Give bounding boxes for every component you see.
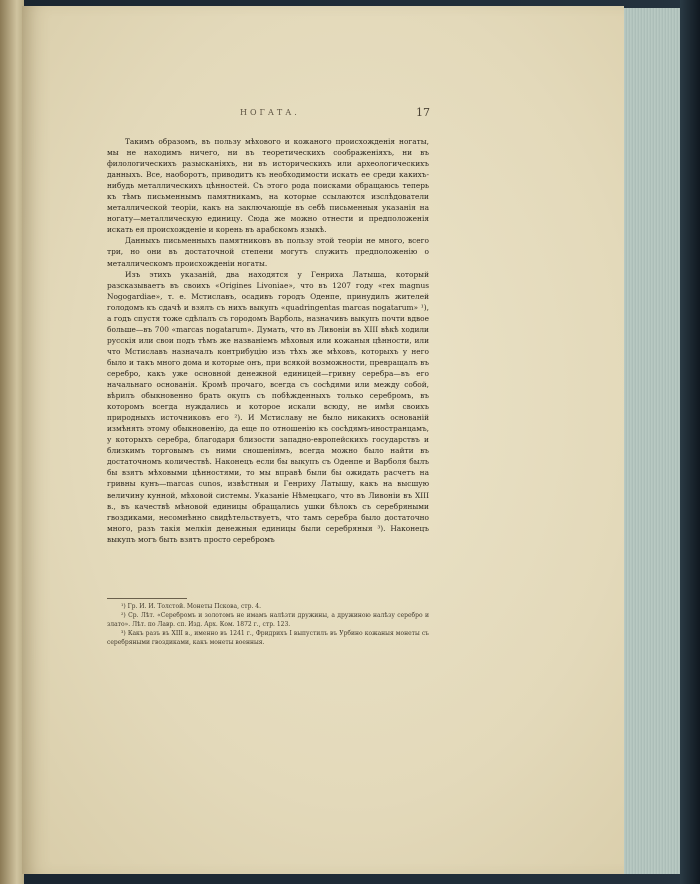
footnote: ¹) Гр. И. И. Толстой. Монеты Пскова, стр. 4. — [121, 603, 261, 610]
footnote-rule — [107, 598, 187, 599]
paragraph: Изъ этихъ указаній, два находятся у Генриха Латыша, который разсказываетъ въ своихъ «Origines Livoniae», что въ 1207 году «rex magnus Nogogardiae», т. е. Мстиславъ, осадивъ городъ Оденпе, принудилъ жителей голодомъ къ сдачѣ и взялъ съ нихъ выкупъ «quadringentas marcas nogatarum» ¹), а годъ спустя тоже сдѣлалъ съ городомъ Варболь, назначивъ выкупъ почти вдвое больше—въ 700 «marcas nogatarum». Думать, что въ Ливоніи въ XIII вѣкѣ ходили русскія или свои подъ тѣмъ же названіемъ мѣховыя или кожаныя цѣнности, или что Мстиславъ назначалъ контрибуцію изъ тѣхъ же мѣховъ, которыхъ у него было и такъ много дома и которые онъ, при всякой возможности, превращалъ въ серебро, какъ уже основной денежной единицей—гривну серебра—въ его начальнаго основанія. Кромѣ прочаго, всегда съ сосѣдями или между собой, вѣрилъ обыкновенно брать окупъ съ побѣжденныхъ только серебромъ, въ которомъ всегда нуждались и которое искали всюду, не имѣя своихъ природныхъ источниковъ его ²). И Мстиславу не было никакихъ основаній измѣнять этому обыкновенію, да еще по отношенію къ сосѣдямъ-иностранцамъ, у которыхъ серебра, благодаря близости западно-европейскихъ государствъ и близкимъ торговымъ съ ними сношеніямъ, всегда можно было найти въ достаточномъ количествѣ. Наконецъ если бы выкупъ съ Оденпе и Варболя былъ бы взятъ мѣховыми цѣнностями, то мы вправѣ были бы ожидать расчетъ на гривны кунъ—marcas cunos, извѣстныя и Генриху Латышу, какъ на высшую величину кунной, мѣховой системы. Указаніе Нѣмецкаго, что въ Ливоніи въ XIII в., въ качествѣ мѣновой единицы обращались ушки бѣлокъ съ серебряными гвоздиками, несомнѣнно свидѣтельствуетъ, что тамъ серебра было достаточно много, разъ такія мелкія денежныя единицы были серебряныя ³). Наконецъ выкупъ могъ быть взятъ просто серебромъ — [107, 269, 429, 544]
footnotes — [107, 603, 429, 648]
paragraph: Данныхъ письменныхъ памятниковъ въ пользу этой теоріи не много, всего три, но они въ достаточной степени могутъ служить предположенію о металлическомъ происхожденіи ногаты. — [107, 236, 429, 268]
footnote: ³) Какъ разъ въ XIII в., именно въ 1241 г., Фридрихъ I выпустилъ въ Урбино кожаныя монеты съ серебряными гвоздиками, какъ монеты военныя. — [107, 629, 429, 646]
facing-page-edge — [0, 0, 24, 884]
page-stack-edges — [622, 8, 682, 874]
page-number: 17 — [416, 106, 430, 119]
book-cover-edge — [680, 0, 700, 884]
body-text — [107, 136, 429, 545]
running-head — [100, 108, 430, 124]
paragraph: Такимъ образомъ, въ пользу мѣхового и кожаного происхожденія ногаты, мы не находимъ ничего, ни въ теоретическихъ соображеніяхъ, ни въ филологическихъ разысканіяхъ, ни въ историческихъ или археологическихъ данныхъ. Все, наоборотъ, приводитъ къ необходимости искать ее среди какихъ-нибудь металлическихъ цѣнностей. Съ этого рода поисками обращаюсь теперь къ тѣмъ письменнымъ памятникамъ, на которые ссылаются изслѣдователи металлической теоріи, какъ на заключающіе въ себѣ письменныя указанія на ногату—металлическую единицу. Сюда же можно отнести и предположенія искать ея происхожденіе и корень въ арабскомъ языкѣ. — [107, 137, 429, 235]
running-head-title: НОГАТА. — [240, 108, 300, 117]
footnote: ²) Ср. Лѣт. «Серебромъ и золотомъ не имамъ налѣзти дружины, а дружиною налѣзу серебро и злато». Лѣт. по Лавр. сп. Изд. Арх. Ком. 1872 г., стр. 123. — [107, 611, 429, 628]
